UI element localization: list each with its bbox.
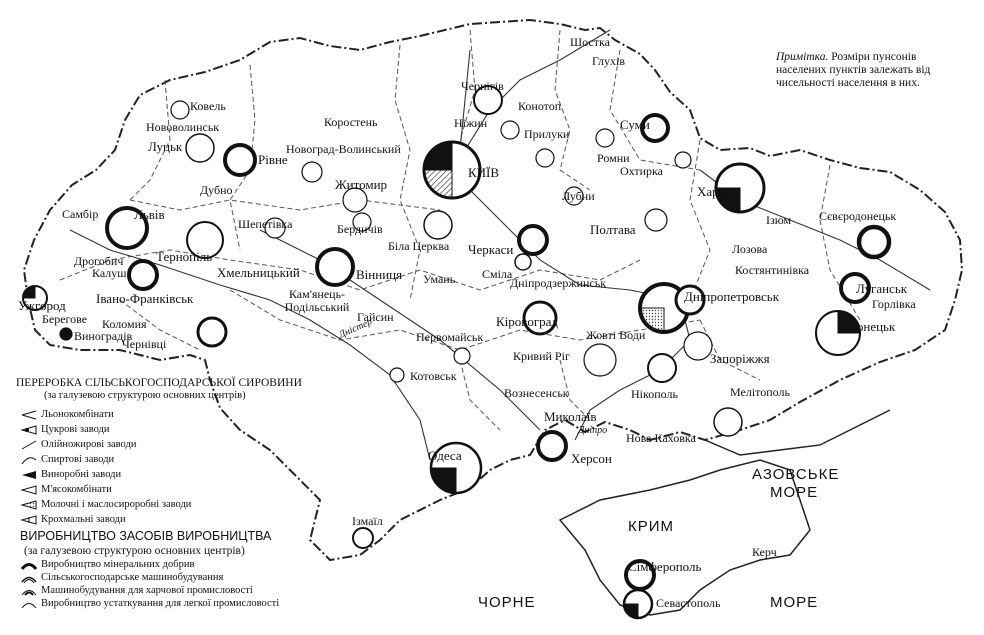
city-label: Гайсин: [357, 310, 394, 324]
legend-item: Сільськогосподарське машинобудування: [20, 571, 223, 585]
city-label: Одеса: [428, 448, 462, 463]
legend-item: Виноробні заводи: [20, 468, 121, 482]
city-label: Біла Церква: [388, 239, 450, 253]
city-label: Самбір: [62, 207, 99, 221]
city-label: Івано-Франківськ: [96, 291, 194, 306]
legend-item: Льонокомбінати: [20, 408, 114, 422]
city-label: Горлівка: [872, 297, 916, 311]
city-label: Ковель: [190, 99, 226, 113]
city-label: Виноградів: [74, 329, 133, 343]
city-label: Ромни: [597, 151, 630, 165]
city-label: Лозова: [732, 242, 768, 256]
city-label: Вінниця: [356, 267, 403, 282]
city-label: Чернівці: [122, 337, 167, 351]
legend-item: Спиртові заводи: [20, 453, 114, 467]
spirit-symbol-icon: [20, 454, 38, 466]
city-label: Мелітополь: [730, 385, 790, 399]
legend-item: Молочні і маслосироробні заводи: [20, 498, 191, 512]
legend-item: Крохмальні заводи: [20, 513, 126, 527]
sea-black-right: МОРЕ: [770, 594, 819, 611]
city-label: Дніпродзержинськ: [510, 276, 607, 290]
wine-symbol-icon: [20, 469, 38, 481]
city-label: Берегове: [42, 312, 88, 326]
sea-black-left: ЧОРНЕ: [478, 594, 536, 611]
city-label: Донецьк: [848, 319, 896, 334]
city-label: Миколаїв: [544, 409, 597, 424]
city-label: Севастополь: [656, 596, 721, 610]
legend-item: М'ясокомбінати: [20, 483, 112, 497]
sea-azov-line2: МОРЕ: [770, 484, 819, 501]
city-label: Кам'янець-Подільський: [284, 287, 350, 314]
note-prefix: Примітка.: [776, 51, 829, 63]
meat-symbol-icon: [20, 484, 38, 496]
city-label: Глухів: [592, 54, 626, 68]
legend-section2-title: ВИРОБНИЦТВО ЗАСОБІВ ВИРОБНИЦТВА: [20, 529, 272, 543]
city-label: Суми: [620, 117, 650, 132]
light-industry-equipment-symbol-icon: [20, 598, 38, 610]
city-label: Рівне: [258, 152, 288, 167]
city-label: Дубно: [200, 183, 233, 197]
city-label: Охтирка: [620, 164, 664, 178]
legend-section1-title: ПЕРЕРОБКА СІЛЬСЬКОГОСПОДАРСЬКОЇ СИРОВИНИ: [16, 377, 302, 389]
flax-symbol-icon: [20, 409, 38, 421]
city-label: Сєвєродонецьк: [819, 209, 897, 223]
city-label: Херсон: [571, 451, 612, 466]
river-dnister-label: Дністер: [337, 316, 374, 341]
legend-item: Машинобудування для харчової промисловості: [20, 584, 253, 598]
legend-section1-subtitle: (за галузевою структурою основних центрів): [44, 390, 246, 401]
city-label: Тернопіль: [156, 249, 213, 264]
city-label: Черкаси: [468, 242, 514, 257]
city-label: Новоград-Волинський: [286, 142, 401, 156]
city-label: Шостка: [570, 35, 610, 49]
city-label: Луганськ: [856, 281, 908, 296]
sugar-symbol-icon: [20, 424, 38, 436]
city-label: Запоріжжя: [710, 351, 770, 366]
city-label: Калуш: [92, 266, 127, 280]
starch-symbol-icon: [20, 514, 38, 526]
city-label: Костянтинівка: [735, 263, 810, 277]
city-label: Первомайськ: [416, 330, 484, 344]
dairy-symbol-icon: [20, 499, 38, 511]
map-note: [776, 51, 966, 90]
city-label: Керч: [752, 545, 777, 559]
city-label: Ізюм: [766, 213, 792, 227]
city-label: Хмельницький: [217, 265, 300, 280]
city-label: Ніжин: [454, 116, 488, 130]
city-label: Нікополь: [631, 387, 678, 401]
legend-item: Виробництво устаткування для легкої промисловості: [20, 597, 279, 611]
legend-item: Олійножирові заводи: [20, 438, 136, 452]
oblast-boundaries: [60, 30, 860, 430]
agri-machinery-symbol-icon: [20, 572, 38, 584]
city-label: Лубни: [562, 189, 595, 203]
city-label: Вознесенськ: [504, 386, 569, 400]
city-label: Сімферополь: [628, 559, 702, 574]
city-label: Нововолинськ: [146, 120, 220, 134]
note-text: Розміри пунсонів населених пунктів залежать від чисельності населення в них.: [776, 51, 931, 89]
region-crimea: КРИМ: [628, 518, 675, 535]
city-label: Шепетівка: [238, 217, 293, 231]
food-machinery-symbol-icon: [20, 585, 38, 597]
city-label: Львів: [134, 207, 165, 222]
fertilizer-symbol-icon: [20, 559, 38, 571]
city-label: Луцьк: [148, 139, 183, 154]
city-label: Умань: [423, 272, 456, 286]
city-label: Чернігів: [461, 79, 504, 93]
city-label: Житомир: [335, 177, 388, 192]
city-label: Прилуки: [524, 127, 570, 141]
city-label: Ізмаїл: [352, 514, 383, 528]
city-label: Ужгород: [18, 298, 66, 313]
city-label: Кіровоград: [496, 314, 559, 329]
city-label: Коломия: [102, 317, 147, 331]
city-label: Нова Каховка: [626, 431, 696, 445]
city-label: Дрогобич: [74, 254, 124, 268]
city-label: Кривий Ріг: [513, 349, 570, 363]
river-pivdennyi-buh: [260, 230, 540, 430]
city-label: Котовськ: [410, 369, 457, 383]
city-label: Харків: [697, 184, 735, 199]
city-label: Полтава: [590, 222, 636, 237]
city-label: Коростень: [324, 115, 378, 129]
sea-azov-line1: АЗОВСЬКЕ: [752, 466, 840, 483]
oil-symbol-icon: [20, 439, 38, 451]
city-label: Сміла: [482, 267, 513, 281]
city-label: Бердичів: [337, 222, 383, 236]
legend-item: Цукрові заводи: [20, 423, 110, 437]
legend-item: Виробництво мінеральних добрив: [20, 558, 194, 572]
city-label: Дніпропетровськ: [684, 289, 780, 304]
city-label: КИЇВ: [468, 165, 500, 180]
city-label: Конотоп: [518, 99, 562, 113]
river-dnipro-label: Дніпро: [578, 425, 608, 436]
city-label: Жовті Води: [586, 328, 646, 342]
legend-section2-subtitle: (за галузевою структурою основних центрів): [24, 545, 245, 557]
